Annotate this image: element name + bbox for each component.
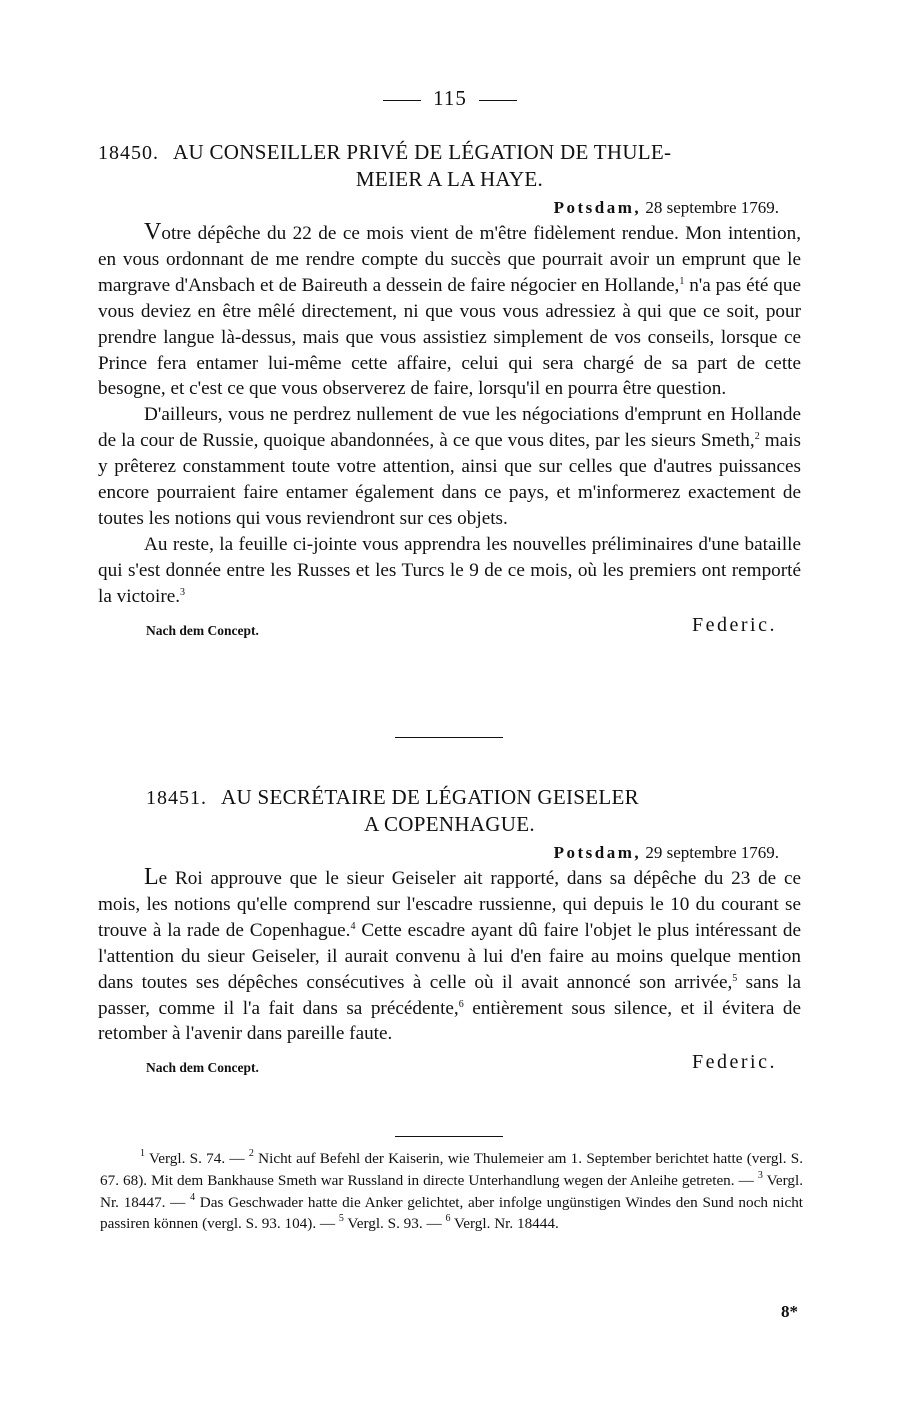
footnote-ref: 6 <box>458 998 464 1010</box>
paragraph-text: Cette escadre ayant dû faire l'objet le plus intéressant de l'attention du sieur Geiseler, il aurait convenu à lui d'en faire au moins quelque mention dans toutes ses dépêches consécutives à celle où il avait annoncé son arrivée, <box>98 919 801 993</box>
footnote-block <box>100 1148 803 1235</box>
footnote-number: 1 <box>140 1148 145 1159</box>
footnote-ref: 1 <box>679 275 685 287</box>
paragraph-text: mais y prêterez constamment toute votre attention, ainsi que sur celles que d'autres puissances encore pourraient faire entamer également dans ce pays, et m'informerez exactement de toutes les notions qui vous reviendront sur ces objets. <box>98 430 801 529</box>
signature: Federic. <box>692 1051 777 1074</box>
footnote-number: 2 <box>248 1148 254 1159</box>
dateline-date: 28 septembre 1769. <box>645 198 779 217</box>
paragraph-text: otre dépêche du 22 de ce mois vient de m'être fidèlement rendue. Mon intention, en vous ordonnant de me rendre compte du succès que pourrait avoir un emprunt que le margrave d'Ansbach et de Baireuth a dessein de faire négocier en Hollande, <box>98 223 801 296</box>
letter-body <box>98 220 801 610</box>
paragraph <box>98 402 801 532</box>
paragraph <box>98 532 801 610</box>
footnote-text: Vergl. S. 93. — <box>343 1215 446 1233</box>
footnote-text: Vergl. S. 74. — <box>145 1150 249 1167</box>
page-number <box>0 86 900 111</box>
dateline <box>98 843 801 863</box>
source-note: Nach dem Concept. <box>146 622 259 638</box>
section-divider <box>395 737 503 738</box>
letter-number: 18450. <box>98 142 159 164</box>
letter-heading <box>98 784 801 837</box>
letter-heading-line1: AU SECRÉTAIRE DE LÉGATION GEISELER <box>221 785 639 809</box>
footnote-text: Nicht auf Befehl der Kaiserin, wie Thulemeier am 1. September berichtet hatte (vergl. S. 67. 68). Mit dem Bankhause Smeth war Russland in directe Unterhandlung wegen der Anleihe getreten. — <box>100 1150 803 1189</box>
paragraph-text: entièrement sous silence, et il évitera de retomber à l'avenir dans pareille faute. <box>98 997 801 1045</box>
letter-number: 18451. <box>146 787 207 809</box>
signature: Federic. <box>692 613 777 636</box>
letter-18451 <box>98 784 801 1079</box>
paragraph <box>98 220 801 402</box>
paragraph-text: n'a pas été que vous deviez en être mêlé directement, ni que vous vous adressiez à qui que ce soit, pour prendre langue là-dessus, mais que vous assistiez simplement de vos conseils, lorsque ce Prince fera entamer lui-même cette affaire, celui qui sera chargé de sa part de cette besogne, et c'est ce que vous observerez de faire, lorsqu'il en pourra être question. <box>98 274 802 400</box>
footnote-number: 5 <box>338 1213 344 1225</box>
footnote-number: 6 <box>445 1213 451 1225</box>
page-number-rule-left <box>383 100 421 101</box>
dateline-place: Potsdam, <box>553 198 642 217</box>
footnote-text: Das Geschwader hatte die Anker gelichtet, aber infolge ungünstigen Windes den Sund noch nicht passiren können (vergl. S. 93. 104). — <box>100 1193 804 1233</box>
letter-heading <box>98 139 801 192</box>
footnote-ref: 4 <box>350 920 356 932</box>
paragraph-text: Au reste, la feuille ci-jointe vous apprendra les nouvelles préliminaires d'une bataille qui s'est donnée entre les Russes et les Turcs le 9 de ce mois, où les premiers ont remporté la victoire. <box>98 533 801 607</box>
letter-18450 <box>98 139 801 642</box>
initial-letter: L <box>144 864 159 890</box>
footnote-ref: 5 <box>732 972 738 984</box>
dateline-place: Potsdam, <box>553 843 642 862</box>
sign-row <box>98 1051 801 1079</box>
paragraph-text: sans la passer, comme il l'a fait dans sa précédente, <box>98 971 801 1019</box>
footnote-ref: 2 <box>754 431 760 443</box>
paragraph-text: D'ailleurs, vous ne perdrez nullement de vue les négociations d'emprunt en Hollande de la cour de Russie, quoique abandonnées, à ce que vous dites, par les sieurs Smeth, <box>98 404 801 452</box>
footnote-number: 4 <box>190 1191 196 1203</box>
paragraph-text: e Roi approuve que le sieur Geiseler ait rapporté, dans sa dépêche du 23 de ce mois, les notions qu'elle comprend sur l'escadre russienne, qui depuis le 10 du courant se trouve à la rade de Copenhague. <box>98 868 801 941</box>
printer-signature-mark: 8* <box>781 1302 798 1321</box>
footnote-number: 3 <box>757 1169 763 1181</box>
page-number-text: 115 <box>433 86 467 110</box>
footnote-text: Vergl. Nr. 18444. <box>450 1215 559 1233</box>
dateline <box>98 198 801 218</box>
letter-heading-line2: A COPENHAGUE. <box>364 812 535 836</box>
page-number-rule-right <box>479 100 517 101</box>
paragraph <box>98 865 801 1047</box>
footnotes <box>100 1148 803 1235</box>
footnote-text: Vergl. Nr. 18447. — <box>100 1171 803 1211</box>
dateline-date: 29 septembre 1769. <box>645 843 779 862</box>
source-note: Nach dem Concept. <box>146 1060 259 1076</box>
letter-heading-line1: AU CONSEILLER PRIVÉ DE LÉGATION DE THULE- <box>173 140 672 164</box>
footnote-ref: 3 <box>180 586 186 598</box>
sign-row <box>98 614 801 642</box>
letter-heading-line2: MEIER A LA HAYE. <box>355 167 544 191</box>
initial-letter: V <box>144 219 162 245</box>
section-divider <box>395 1136 503 1137</box>
letter-body <box>98 865 801 1047</box>
